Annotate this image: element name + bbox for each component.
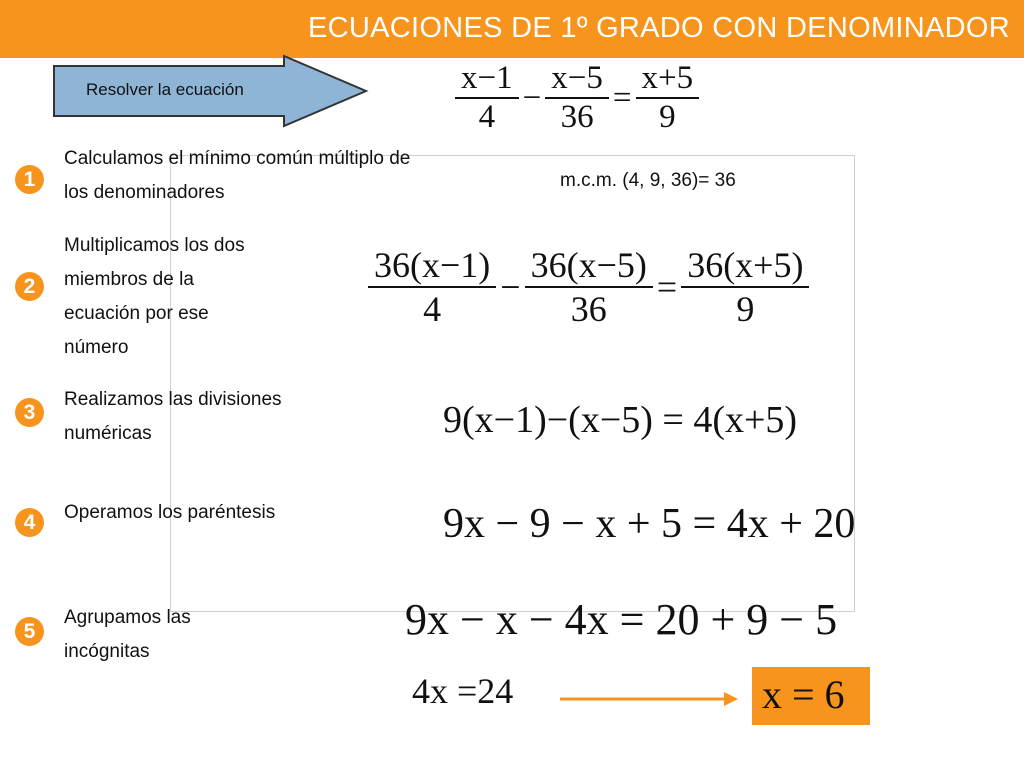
intro-label: Resolver la ecuación [86,80,244,99]
step2-fraction-2-denominator: 36 [525,286,653,330]
step-4-line-1: Operamos los paréntesis [64,502,276,523]
original-equation [455,60,699,136]
eq-fraction-2-denominator: 36 [545,97,609,136]
page-title: ECUACIONES DE 1º GRADO CON DENOMINADOR [308,12,1010,44]
step-1-line-2: los denominadores [64,182,225,203]
eq-fraction-3-denominator: 9 [636,97,700,136]
step-5-bullet: 5 [15,617,44,646]
step-5-line-2: incógnitas [64,641,150,662]
step-2-line-1: Multiplicamos los dos [64,235,245,256]
step-5-line-1: Agrupamos las [64,607,191,628]
step2-fraction-3-denominator: 9 [681,286,809,330]
header-bar [0,0,1024,58]
step2-minus: − [500,267,521,307]
step-3-text [64,383,282,451]
step-3-line-2: numéricas [64,423,152,444]
step-4-text [64,496,275,530]
final-result: x = 6 [762,672,845,717]
eq-fraction-1-denominator: 4 [455,97,519,136]
step-6-equation: 4x =24 [412,671,514,711]
step-4-bullet: 4 [15,508,44,537]
mcm-result: m.c.m. (4, 9, 36)= 36 [560,170,736,191]
eq-equals: = [612,79,632,116]
eq-fraction-1-numerator: x−1 [461,60,513,96]
result-box [752,667,870,725]
step-3-equation: 9(x−1)−(x−5) = 4(x+5) [443,399,798,441]
step-2-text [64,229,245,365]
step-2-bullet: 2 [15,272,44,301]
step-2-line-3: ecuación por ese [64,303,209,324]
step-5-equation: 9x − x − 4x = 20 + 9 − 5 [405,595,838,644]
eq-minus: − [522,79,542,116]
step-1-text [64,142,410,210]
right-arrow-icon [560,689,740,709]
step-1-bullet: 1 [15,165,44,194]
step-2-equation [368,244,809,330]
step2-fraction-1-denominator: 4 [368,286,496,330]
step2-fraction-2-numerator: 36(x−5) [530,245,647,285]
step-3-line-1: Realizamos las divisiones [64,389,282,410]
step2-fraction-1-numerator: 36(x−1) [374,245,491,285]
step-1-line-1: Calculamos el mínimo común múltiplo de [64,148,411,169]
eq-fraction-2-numerator: x−5 [551,60,603,96]
step-4-equation: 9x − 9 − x + 5 = 4x + 20 [443,501,856,547]
step-2-line-4: número [64,337,129,358]
step2-equals: = [656,267,678,307]
step-3-bullet: 3 [15,398,44,427]
step2-fraction-3-numerator: 36(x+5) [687,245,804,285]
step-5-text [64,601,191,669]
eq-fraction-3-numerator: x+5 [641,60,694,96]
step-2-line-2: miembros de la [64,269,194,290]
